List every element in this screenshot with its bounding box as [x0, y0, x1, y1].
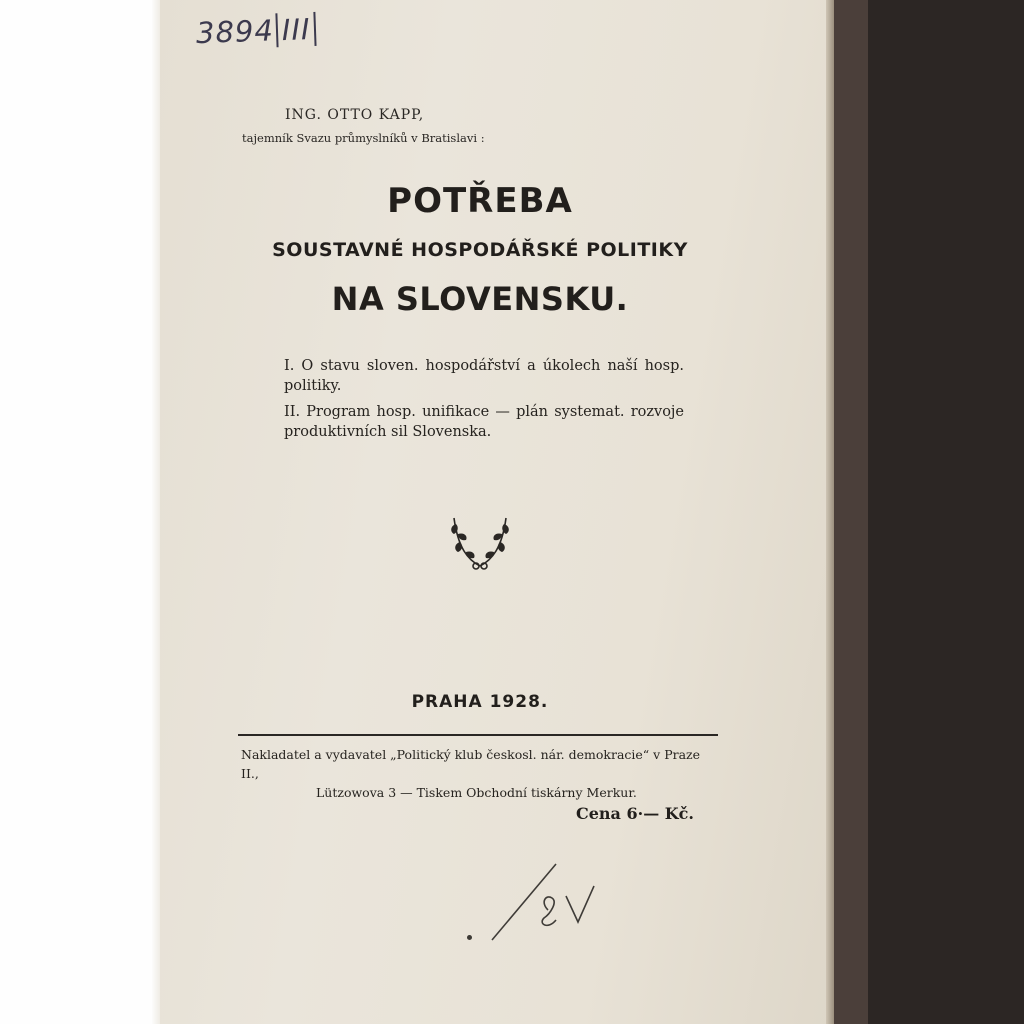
handwritten-shelfmark — [195, 12, 317, 50]
contents-list — [284, 356, 684, 448]
divider-rule — [238, 734, 718, 736]
title-line-3: NA SLOVENSKU. — [331, 280, 629, 318]
ink-spot — [467, 935, 472, 940]
place-and-year: PRAHA 1928. — [411, 692, 549, 712]
author-role: tajemník Svazu průmyslníků v Bratislavi : — [242, 131, 485, 145]
author-name: ING. OTTO KAPP, — [285, 107, 425, 123]
contents-item-2: II. Program hosp. unifikace — plán systemat. rozvoje produktivních sil Slovenska. — [284, 404, 684, 440]
publisher-line-1: Nakladatel a vydavatel „Politický klub českosl. nár. demokracie“ v Praze II., — [241, 747, 701, 781]
page-right-edge — [826, 0, 834, 1024]
title-line-2: SOUSTAVNÉ HOSPODÁŘSKÉ POLITIKY — [272, 239, 688, 261]
dark-backdrop-edge — [834, 0, 868, 1024]
shelfmark-number: 3894 — [195, 13, 275, 51]
title-line-1: POTŘEBA — [387, 181, 573, 221]
publisher-info — [241, 745, 721, 802]
pencil-note-mark — [478, 858, 628, 958]
laurel-branches-icon — [446, 512, 514, 572]
price-label: Cena 6·— Kč. — [576, 804, 694, 823]
contents-item-1: I. O stavu sloven. hospodářství a úkolech naší hosp. politiky. — [284, 358, 684, 394]
shelfmark-volume: III — [275, 12, 317, 47]
publisher-line-2: Lützowova 3 — Tiskem Obchodní tiskárny Merkur. — [316, 785, 637, 800]
